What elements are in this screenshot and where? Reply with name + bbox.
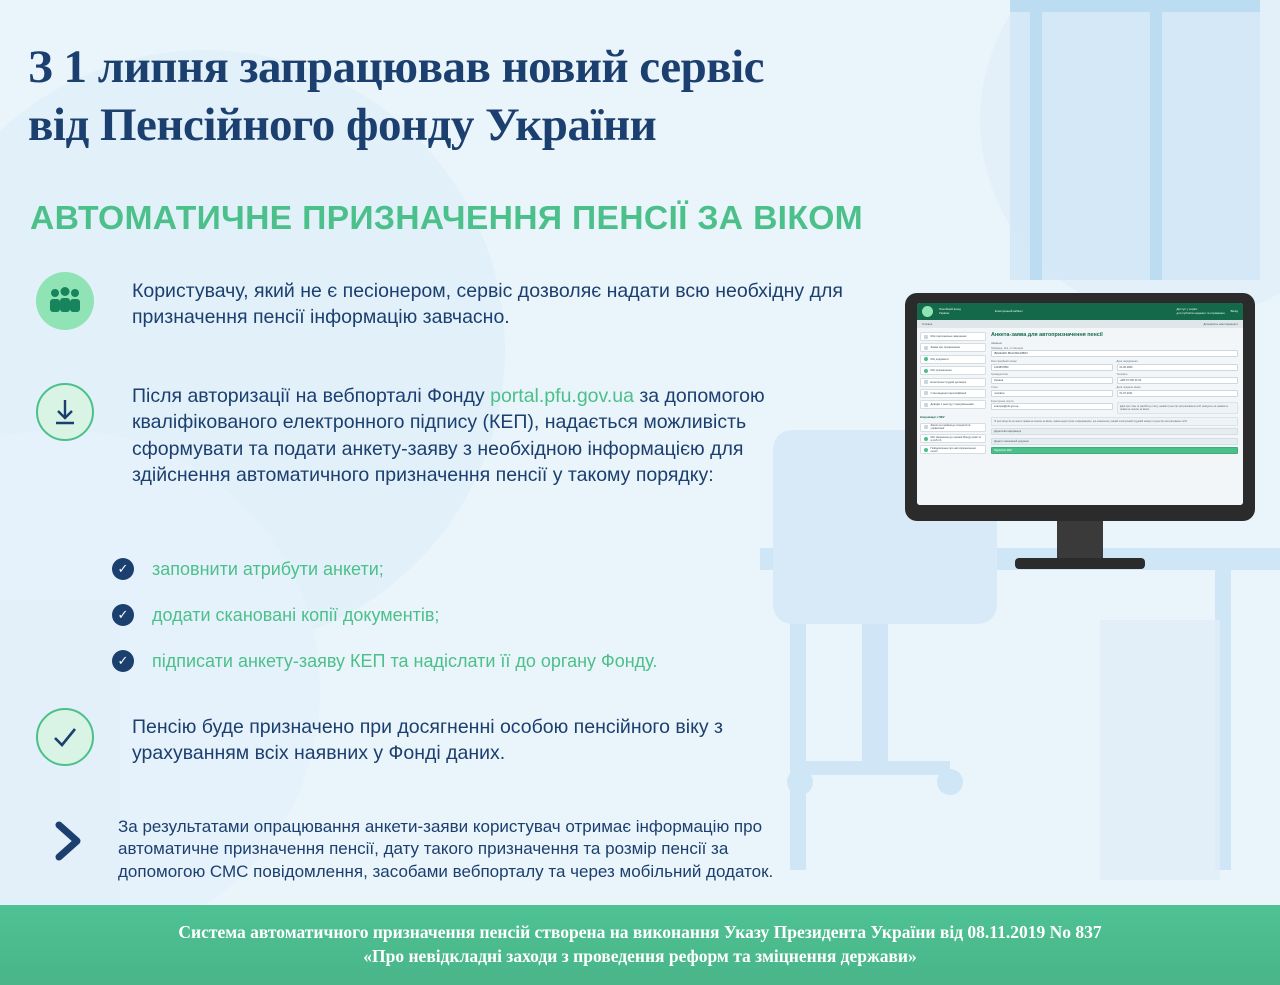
field-input[interactable]: Україна bbox=[991, 377, 1113, 384]
checklist-label: підписати анкету-заяву КЕП та надіслати її до органу Фонду. bbox=[152, 650, 658, 671]
doc-icon bbox=[924, 380, 928, 384]
field-input[interactable]: +380 67 000 00 00 bbox=[1117, 377, 1239, 384]
field-gender bbox=[991, 386, 1113, 397]
field-citizenship bbox=[991, 373, 1113, 384]
field-label: Стать bbox=[991, 386, 998, 390]
block-assignment bbox=[36, 708, 836, 767]
footer-line1: Система автоматичного призначення пенсій створена на виконання Указу Президента України від 08.11.2019 No 837 bbox=[178, 922, 1102, 943]
monitor-bezel bbox=[905, 293, 1255, 521]
logout-button[interactable]: Вихід bbox=[1230, 308, 1238, 313]
form-section-label: Заявник bbox=[991, 341, 1002, 345]
sidebar-item-label: Електронні трудові договори bbox=[930, 380, 967, 384]
download-arrow-icon-glyph bbox=[51, 397, 79, 427]
field-label: Реєстраційний номер bbox=[991, 359, 1017, 363]
app-topbar-right bbox=[1177, 308, 1238, 315]
field-label: Дата народження bbox=[1116, 359, 1138, 363]
list-item bbox=[112, 604, 812, 626]
check-icon: ✓ bbox=[112, 650, 134, 672]
form-row bbox=[991, 347, 1238, 358]
app-main bbox=[989, 328, 1243, 505]
note-right bbox=[1117, 400, 1239, 415]
doc-icon bbox=[924, 425, 928, 429]
badge-icon bbox=[924, 357, 928, 361]
app-body bbox=[917, 328, 1243, 505]
field-fullname bbox=[991, 347, 1238, 358]
pfu-emblem-icon bbox=[922, 306, 933, 317]
block-users-text: Користувачу, який не є песіонером, сервіс дозволяє надати всю необхідну для призначення пенсії інформацію завчасно. bbox=[132, 280, 843, 329]
sidebar-item[interactable] bbox=[920, 434, 986, 443]
form-row bbox=[991, 360, 1238, 371]
field-input[interactable]: чоловіча bbox=[991, 390, 1113, 397]
check-icon: ✓ bbox=[112, 604, 134, 626]
sidebar-item-label: Мої призначення bbox=[930, 369, 952, 373]
badge-icon bbox=[924, 448, 928, 452]
sidebar-item-label: Довідки з реєстру страхувальників bbox=[930, 403, 974, 407]
checkmark-circle-icon-glyph bbox=[50, 724, 80, 750]
checklist-label: додати скановані копії документів; bbox=[152, 604, 440, 625]
badge-icon bbox=[924, 369, 928, 373]
field-phone bbox=[1117, 373, 1239, 384]
form-row bbox=[991, 400, 1238, 415]
page-subtitle: АВТОМАТИЧНЕ ПРИЗНАЧЕННЯ ПЕНСІЇ ЗА ВІКОМ bbox=[30, 199, 864, 236]
add-scan-button[interactable]: Додати сканований документ bbox=[991, 438, 1238, 445]
chevron-right-icon bbox=[42, 812, 94, 870]
checklist-label: заповнити атрибути анкети; bbox=[152, 558, 384, 579]
sidebar-item-label: Мої звернення до органів Фонду (нові та в роботі) bbox=[930, 435, 982, 442]
badge-icon bbox=[924, 437, 928, 441]
download-arrow-icon bbox=[36, 383, 94, 441]
feedback-link[interactable]: Допоможіть нам покращити bbox=[1203, 322, 1238, 326]
app-topbar bbox=[917, 303, 1243, 320]
monitor-mockup bbox=[905, 293, 1255, 583]
page-title-line1: З 1 липня запрацював новий сервіс bbox=[28, 41, 765, 93]
sidebar-item-label: Мої документи bbox=[930, 357, 949, 361]
field-regnumber bbox=[991, 360, 1113, 371]
list-item bbox=[112, 558, 812, 580]
block-assignment-text: Пенсію буде призначено при досягненні особою пенсійного віку з урахуванням всіх наявних у Фонді даних. bbox=[132, 716, 723, 765]
chevron-right-icon-glyph bbox=[51, 819, 85, 863]
app-topbar-info-line1: Доступ у сервіс bbox=[1176, 307, 1198, 312]
field-label: Електронна пошта bbox=[991, 399, 1014, 403]
sidebar-item[interactable] bbox=[920, 343, 986, 352]
sidebar-item-label: Заява про призначення bbox=[930, 346, 960, 350]
doc-icon bbox=[924, 346, 928, 350]
field-input[interactable]: ІВАНЕНКО ІВАН ІВАНОВИЧ bbox=[991, 350, 1238, 357]
sidebar-item[interactable] bbox=[920, 445, 986, 454]
field-label: Дата подання заяви bbox=[1116, 386, 1141, 390]
doc-icon bbox=[924, 403, 928, 407]
note-text: Дані про стаж та заробітну плату, наявні в реєстрі застрахованих осіб, вказують на наявність права на пенсію за віком. bbox=[1117, 402, 1239, 415]
field-input[interactable]: example@pfu.gov.ua bbox=[991, 403, 1113, 410]
form-title: Анкета-заява для автопризначення пенсії bbox=[991, 332, 1103, 338]
sidebar-item[interactable] bbox=[920, 366, 986, 375]
block-download-text-part1: Після авторизації на вебпорталі Фонду bbox=[132, 385, 491, 407]
block-results-text: За результатами опрацювання анкети-заяви користувач отримає інформацію про автоматичне призначення пенсії, дату такого призначення та розмір пенсії за допомогою СМС повідомлення, засобами вебпорталу та через мобільний додаток. bbox=[118, 817, 774, 881]
field-label: Телефон bbox=[1116, 373, 1128, 377]
app-sidebar bbox=[917, 328, 989, 505]
app-brand bbox=[939, 308, 961, 315]
block-download bbox=[36, 383, 796, 488]
sidebar-item[interactable] bbox=[920, 378, 986, 387]
additional-info-button[interactable]: Додаткова інформація bbox=[991, 428, 1238, 435]
page-title bbox=[28, 38, 1038, 155]
note-text: В разі якщо ви не маєте права на пенсію за віком, заява недоступна з інформацією, що зазначена у вашій електронній трудовій книжці та реєстрі застрахованих осіб. bbox=[991, 417, 1238, 426]
field-label: Прізвище, ім'я, по батькові bbox=[991, 346, 1024, 350]
sidebar-item-label: Моє персональне звернення bbox=[930, 335, 967, 338]
field-input[interactable]: 01.06.1960 bbox=[1117, 364, 1239, 371]
field-birthdate bbox=[1117, 360, 1239, 371]
sign-kep-button[interactable]: Підписати КЕП bbox=[991, 447, 1238, 454]
field-email bbox=[991, 400, 1113, 415]
sidebar-item[interactable] bbox=[920, 355, 986, 364]
page-title-line2: від Пенсійного фонду України bbox=[28, 99, 657, 152]
app-brand-line2: України bbox=[939, 310, 950, 315]
app-subbar bbox=[917, 320, 1243, 328]
field-input[interactable]: 1234567890 bbox=[991, 364, 1113, 371]
sidebar-item[interactable] bbox=[920, 400, 986, 409]
app-topbar-center: Електронний кабінет bbox=[994, 308, 1023, 313]
monitor-stand-neck bbox=[1057, 521, 1103, 561]
checklist bbox=[112, 558, 812, 696]
sidebar-item[interactable] bbox=[920, 389, 986, 398]
block-download-text bbox=[132, 383, 796, 488]
users-icon bbox=[36, 272, 94, 330]
block-results bbox=[42, 812, 802, 883]
footer bbox=[0, 905, 1280, 985]
portal-link[interactable]: portal.pfu.gov.ua bbox=[490, 385, 634, 407]
form-row bbox=[991, 386, 1238, 397]
checkmark-circle-icon bbox=[36, 708, 94, 766]
monitor-stand-base bbox=[1015, 558, 1145, 569]
doc-icon bbox=[924, 391, 928, 395]
field-label: Громадянство bbox=[991, 373, 1008, 377]
list-item bbox=[112, 650, 812, 672]
footer-line2: «Про невідкладні заходи з проведення реформ та зміцнення держави» bbox=[363, 946, 917, 966]
check-icon: ✓ bbox=[112, 558, 134, 580]
block-download-text-part2: за допомогою кваліфікованого електронного підпису (КЕП), надається можливість сформувати та подати анкету-заяву з необхідною інформацією для здійснення автоматичного призначення пенсії у такому порядку: bbox=[132, 385, 765, 486]
users-icon-glyph bbox=[47, 286, 83, 316]
sidebar-item-label: Стан ведення персоніфікації bbox=[930, 391, 967, 395]
field-input[interactable]: 01.07.2021 bbox=[1117, 390, 1239, 397]
doc-icon bbox=[924, 335, 928, 339]
field-submitdate bbox=[1117, 386, 1239, 397]
breadcrumb[interactable]: Головна bbox=[922, 322, 933, 326]
block-users bbox=[36, 272, 856, 331]
sidebar-item[interactable] bbox=[920, 423, 986, 432]
form-row bbox=[991, 373, 1238, 384]
app-screen bbox=[917, 303, 1243, 505]
app-brand-line1: Пенсійний фонд bbox=[939, 307, 961, 312]
app-topbar-info-line2: для суб'єктів надання та отримання bbox=[1176, 310, 1225, 315]
sidebar-item[interactable] bbox=[920, 332, 986, 341]
sidebar-item-label: Запис на прийом до спеціаліста управління bbox=[930, 424, 971, 431]
app-topbar-info bbox=[1177, 308, 1225, 315]
sidebar-item-label: Повідомлення про автопризначення пенсії bbox=[930, 446, 976, 453]
sidebar-section-title: Комунікації з ПФУ bbox=[920, 414, 945, 419]
